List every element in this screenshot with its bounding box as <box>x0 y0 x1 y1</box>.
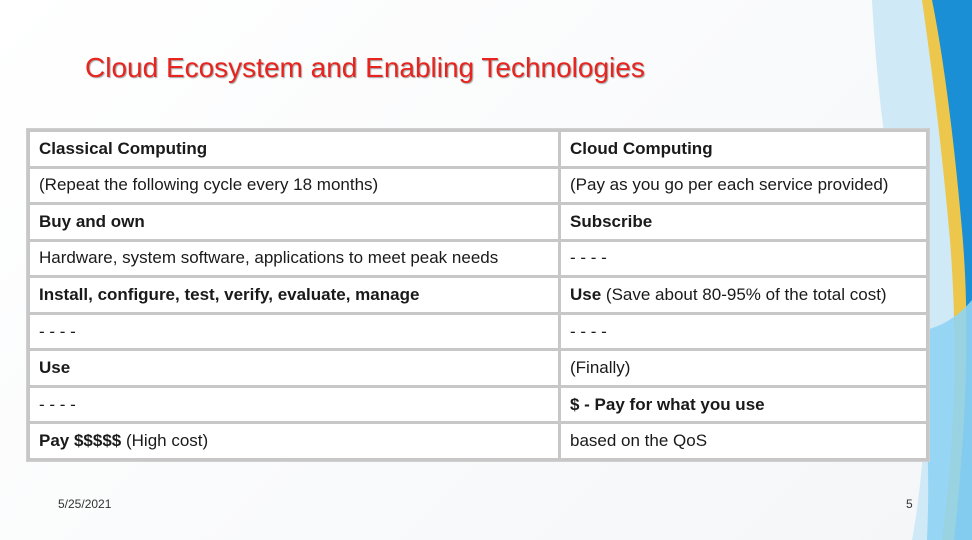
cell-text: - - - - <box>39 321 76 341</box>
cloud-computing-cell <box>560 423 928 460</box>
page-number: 5 <box>906 497 913 511</box>
cloud-computing-cell <box>560 167 928 204</box>
table-row <box>29 350 928 387</box>
slide-title: Cloud Ecosystem and Enabling Technologies <box>85 52 645 83</box>
cloud-computing-cell <box>560 313 928 350</box>
table-row <box>29 131 928 168</box>
cell-text: - - - - <box>570 248 607 268</box>
comparison-table <box>26 128 930 462</box>
classical-computing-cell <box>29 240 560 277</box>
cell-text: - - - - <box>570 321 607 341</box>
table-row <box>29 277 928 314</box>
cell-bold-text: Classical Computing <box>39 138 208 158</box>
cloud-computing-cell <box>560 131 928 168</box>
cell-bold-text: Buy and own <box>39 211 145 231</box>
cloud-computing-cell <box>560 240 928 277</box>
classical-computing-cell <box>29 277 560 314</box>
classical-computing-cell <box>29 167 560 204</box>
cell-text: based on the QoS <box>570 431 708 451</box>
cell-bold-text: Use <box>570 284 602 304</box>
cell-text: (Save about 80-95% of the total cost) <box>601 284 887 304</box>
classical-computing-cell <box>29 350 560 387</box>
cell-bold-text: $ - Pay for what you use <box>570 394 765 414</box>
classical-computing-cell <box>29 313 560 350</box>
classical-computing-cell <box>29 131 560 168</box>
cloud-computing-cell <box>560 386 928 423</box>
cloud-computing-cell <box>560 204 928 241</box>
cell-text: (Finally) <box>570 358 631 378</box>
cell-text: (Pay as you go per each service provided) <box>570 175 889 195</box>
classical-computing-cell <box>29 204 560 241</box>
cell-bold-text: Cloud Computing <box>570 138 713 158</box>
table-row <box>29 240 928 277</box>
table-row <box>29 386 928 423</box>
cloud-computing-cell <box>560 350 928 387</box>
cell-text: (High cost) <box>121 431 209 451</box>
cell-bold-text: Install, configure, test, verify, evaluate, manage <box>39 284 420 304</box>
cell-text: Hardware, system software, applications to meet peak needs <box>39 248 499 268</box>
table-row <box>29 167 928 204</box>
classical-computing-cell <box>29 423 560 460</box>
table-row <box>29 423 928 460</box>
footer-date: 5/25/2021 <box>58 497 112 511</box>
cell-bold-text: Use <box>39 358 71 378</box>
table-row <box>29 313 928 350</box>
cell-bold-text: Subscribe <box>570 211 653 231</box>
cell-bold-text: Pay $$$$$ <box>39 431 122 451</box>
cloud-computing-cell <box>560 277 928 314</box>
cell-text: - - - - <box>39 394 76 414</box>
classical-computing-cell <box>29 386 560 423</box>
table-row <box>29 204 928 241</box>
cell-text: (Repeat the following cycle every 18 months) <box>39 175 379 195</box>
